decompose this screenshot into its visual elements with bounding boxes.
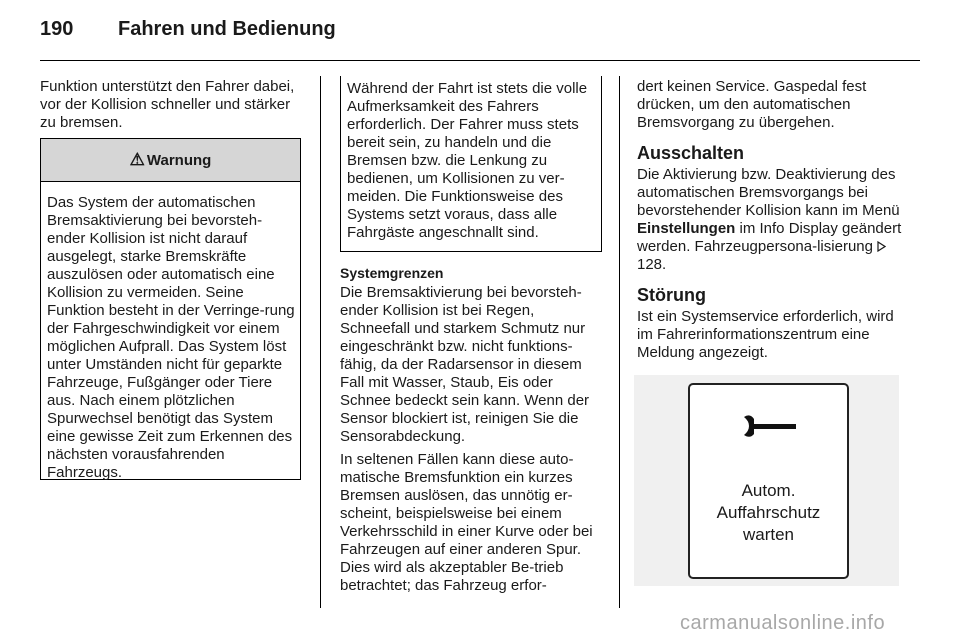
warning-header (41, 138, 300, 182)
heading-stoerung: Störung (637, 285, 706, 305)
subheading-systemgrenzen: Systemgrenzen (340, 265, 444, 281)
ausschalten-text: Die Aktivierung bzw. Deaktivierung des automatischen Bremsvorgangs bei bevorstehender Kollision kann im Menü (637, 166, 900, 219)
period: . (662, 256, 667, 273)
column-divider-2 (619, 76, 620, 608)
display-line-2: Auffahrschutz (716, 503, 821, 522)
warning-continued-box: Während der Fahrt ist stets die volle Aufmerksamkeit des Fahrers erforderlich. Der Fahrer muss stets bereit sein, zu handeln und die Bremsen bzw. die Lenkung zu bedienen, um Kollisionen zu ver-meiden. Die Funktionsweise des Systems setzt voraus, dass alle Fahrgäste angeschnallt sind. (340, 76, 602, 252)
warning-box (40, 138, 301, 480)
column-1 (40, 78, 310, 137)
page-reference-arrow-icon (877, 238, 886, 255)
watermark: carmanualsonline.info (680, 612, 886, 634)
stoerung-paragraph: Ist ein Systemservice erforderlich, wird im Fahrerinformationszentrum eine Meldung angezeigt. (637, 308, 894, 361)
continuation-paragraph: dert keinen Service. Gaspedal fest drücken, um den automatischen Bremsvorgang zu übergehen. (637, 78, 867, 131)
header-divider (40, 60, 920, 61)
wrench-icon (740, 411, 800, 441)
display-illustration (634, 375, 899, 586)
page-reference: 128 (637, 256, 663, 273)
ausschalten-text-cont: im Info Display geändert werden. Fahrzeugpersona-lisierung (637, 220, 902, 255)
page-number: 190 (40, 18, 74, 40)
display-line-3: warten (742, 525, 795, 544)
column-divider-1 (320, 76, 321, 608)
info-display (688, 383, 849, 579)
einstellungen-label: Einstellungen (637, 220, 736, 237)
ausschalten-paragraph (637, 166, 902, 274)
warning-triangle-icon: ⚠ (129, 150, 145, 169)
column-3 (637, 78, 902, 367)
heading-ausschalten: Ausschalten (637, 143, 745, 163)
systemgrenzen-paragraph-1: Die Bremsaktivierung bei bevorsteh-ender Kollision ist bei Regen, Schneefall und starkem Schmutz nur eingeschränkt bzw. nicht funktions-fähig, da der Radarsensor in diesem Fall mit Wasser, Staub, Eis oder Schnee bedeckt sein kann. Wenn der Sensor blockiert ist, reinigen Sie die Sensorabdeckung. (340, 284, 590, 445)
warning-text: Das System der automatischen Bremsaktivierung bei bevorsteh-ender Kollision ist nicht darauf ausgelegt, starke Bremskräfte auszulösen oder automatisch eine Kollision zu vermeiden. Seine Funktion besteht in der Verringe-rung der Fahrgeschwindigkeit vor einem möglichen Aufprall. Das System löst unter Umständen nicht für geparkte Fahrzeuge, Fußgänger oder Tiere aus. Nach einem plötzlichen Spurwechsel benötigt das System eine gewisse Zeit zum Erkennen des nächsten vorausfahrenden Fahrzeugs. (47, 194, 295, 481)
column-2 (340, 264, 605, 600)
intro-paragraph: Funktion unterstützt den Fahrer dabei, vor der Kollision schneller und stärker zu bremsen. (40, 78, 295, 131)
page-title: Fahren und Bedienung (118, 18, 336, 40)
display-line-1: Autom. (741, 481, 796, 500)
systemgrenzen-paragraph-2: In seltenen Fällen kann diese auto-matische Bremsfunktion ein kurzes Bremsen auslösen, das unnötig er-scheint, beispielsweise bei einem Verkehrsschild in einer Kurve oder bei Fahrzeugen auf einer anderen Spur. Dies wird als akzeptabler Be-trieb betrachtet; das Fahrzeug erfor- (340, 451, 593, 594)
warning-title: Warnung (146, 151, 212, 169)
